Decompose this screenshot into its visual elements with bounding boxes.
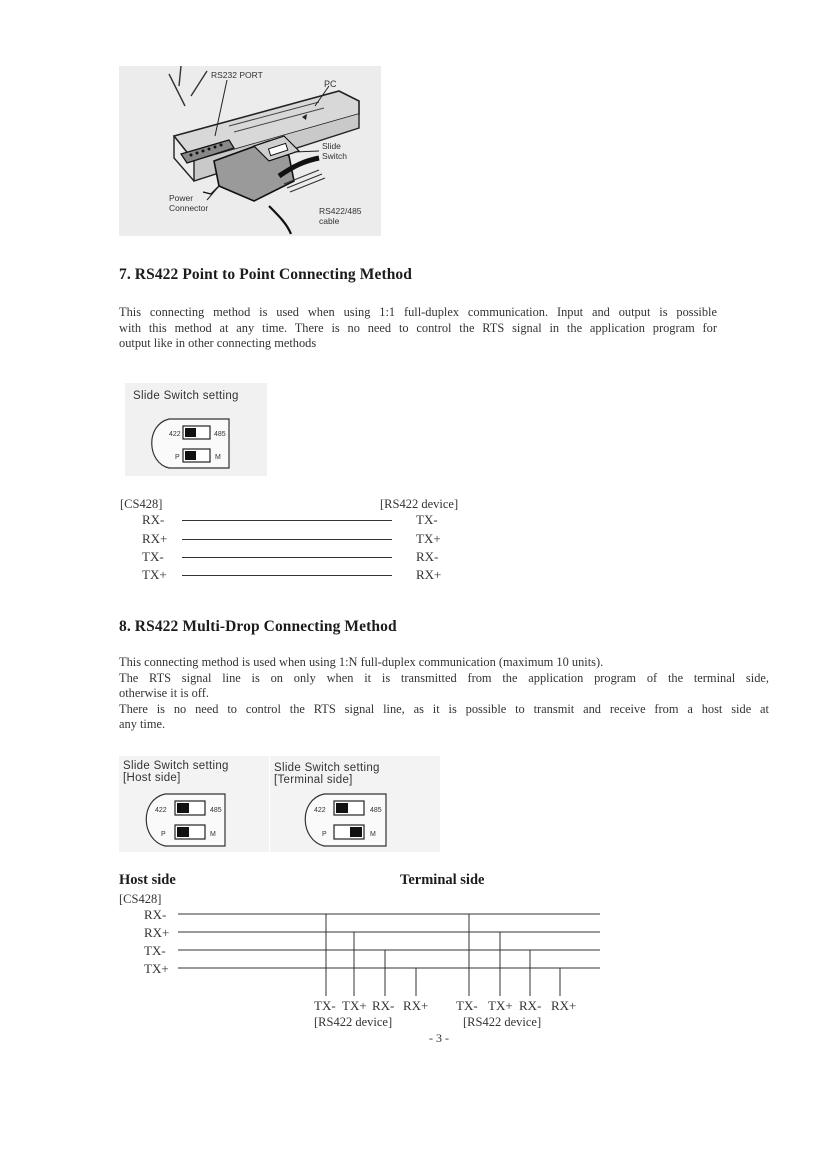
host-switch-title: Slide Switch setting bbox=[123, 760, 229, 772]
wire-line bbox=[182, 520, 392, 521]
host-sw-opt-m: M bbox=[210, 831, 216, 838]
host-sw-opt-p: P bbox=[161, 831, 166, 838]
bus-line-label: TX- bbox=[144, 943, 166, 958]
cable-label-1: RS422/485 bbox=[319, 206, 362, 216]
page-number: - 3 - bbox=[429, 1031, 449, 1045]
terminal-switch-title: Slide Switch setting bbox=[274, 762, 380, 774]
host-side-heading: Host side bbox=[119, 872, 176, 888]
wire-row-left: TX+ bbox=[142, 567, 167, 582]
section7-heading: 7. RS422 Point to Point Connecting Method bbox=[119, 266, 413, 283]
bus-line-label: RX- bbox=[144, 907, 167, 922]
section7-wiring-diagram bbox=[130, 512, 460, 584]
term-sw-opt-p: P bbox=[322, 831, 327, 838]
drop-label: RX- bbox=[519, 998, 542, 1013]
terminal-side-heading: Terminal side bbox=[400, 872, 485, 888]
bus-line-label: TX+ bbox=[144, 961, 169, 976]
wire-line bbox=[182, 557, 392, 558]
host-switch-panel bbox=[119, 756, 269, 852]
wire-row-right: RX- bbox=[416, 549, 439, 564]
rs232-port-label: RS232 PORT bbox=[211, 70, 263, 80]
term-sw-opt-485: 485 bbox=[370, 807, 382, 814]
bus-line-label: RX+ bbox=[144, 925, 170, 940]
section7-line-1: This connecting method is used when using 1:1 full-duplex communication. Input and output is possible bbox=[119, 305, 717, 319]
wire-line bbox=[182, 539, 392, 540]
device-2-label: [RS422 device] bbox=[463, 1015, 542, 1029]
term-sw-opt-m: M bbox=[370, 831, 376, 838]
wire-row-right: TX+ bbox=[416, 531, 441, 546]
slide-switch-label-1: Slide bbox=[322, 141, 341, 151]
drop-label: TX- bbox=[314, 998, 336, 1013]
pc-label: PC bbox=[324, 79, 337, 89]
wire-row-right: RX+ bbox=[416, 567, 442, 582]
power-label-2: Connector bbox=[169, 203, 209, 213]
sw7-opt-m: M bbox=[215, 454, 221, 461]
multidrop-bus-diagram bbox=[170, 905, 610, 1000]
section8-line-2: The RTS signal line is on only when it is transmitted from the application program of the terminal side, bbox=[119, 670, 769, 685]
host-sw-opt-485: 485 bbox=[210, 807, 222, 814]
terminal-switch-panel bbox=[270, 756, 440, 852]
section8-line-5: any time. bbox=[119, 717, 166, 732]
power-label-1: Power bbox=[169, 193, 194, 203]
wire-row-left: RX+ bbox=[142, 531, 168, 546]
sw7-opt-485: 485 bbox=[214, 431, 226, 438]
sw7-opt-422: 422 bbox=[169, 431, 181, 438]
section7-line-3: output like in other connecting methods bbox=[119, 336, 317, 351]
term-sw-opt-422: 422 bbox=[314, 807, 326, 814]
wire-row-left: RX- bbox=[142, 512, 165, 527]
cable-label-2: cable bbox=[319, 216, 340, 226]
section7-right-device: [RS422 device] bbox=[380, 497, 459, 511]
terminal-switch-graphic bbox=[270, 756, 440, 852]
host-sw-opt-422: 422 bbox=[155, 807, 167, 814]
section7-left-device: [CS428] bbox=[120, 497, 163, 511]
section8-paragraph bbox=[119, 655, 769, 733]
wire-line bbox=[182, 575, 392, 576]
section8-line-4: There is no need to control the RTS signal line, as it is possible to transmit and receive from a host side at bbox=[119, 701, 769, 716]
drop-label: TX+ bbox=[488, 998, 513, 1013]
drop-label: RX+ bbox=[551, 998, 577, 1013]
sw7-opt-p: P bbox=[175, 454, 180, 461]
slide-switch-label-2: Switch bbox=[322, 151, 348, 161]
terminal-switch-subtitle: [Terminal side] bbox=[274, 774, 353, 786]
section8-line-1: This connecting method is used when using 1:N full-duplex communication (maximum 10 units). bbox=[119, 655, 604, 669]
drop-label: TX- bbox=[456, 998, 478, 1013]
section7-line-2: with this method at any time. There is no need to control the RTS signal in the application program for bbox=[119, 320, 717, 335]
wire-row-left: TX- bbox=[142, 549, 164, 564]
host-switch-subtitle: [Host side] bbox=[123, 772, 181, 784]
section8-line-3: otherwise it is off. bbox=[119, 686, 209, 701]
section7-switch-title: Slide Switch setting bbox=[133, 390, 239, 402]
rs232-connection-figure bbox=[119, 66, 381, 236]
section7-switch-panel bbox=[125, 383, 267, 476]
connection-illustration bbox=[119, 66, 381, 236]
host-switch-graphic bbox=[119, 756, 269, 852]
section7-switch-graphic bbox=[125, 383, 267, 476]
device-1-label: [RS422 device] bbox=[314, 1015, 393, 1029]
section8-heading: 8. RS422 Multi-Drop Connecting Method bbox=[119, 618, 397, 635]
drop-label: TX+ bbox=[342, 998, 367, 1013]
drop-label: RX- bbox=[372, 998, 395, 1013]
drop-label: RX+ bbox=[403, 998, 429, 1013]
host-device-label: [CS428] bbox=[119, 892, 162, 906]
wire-row-right: TX- bbox=[416, 512, 438, 527]
section7-paragraph bbox=[119, 305, 717, 352]
